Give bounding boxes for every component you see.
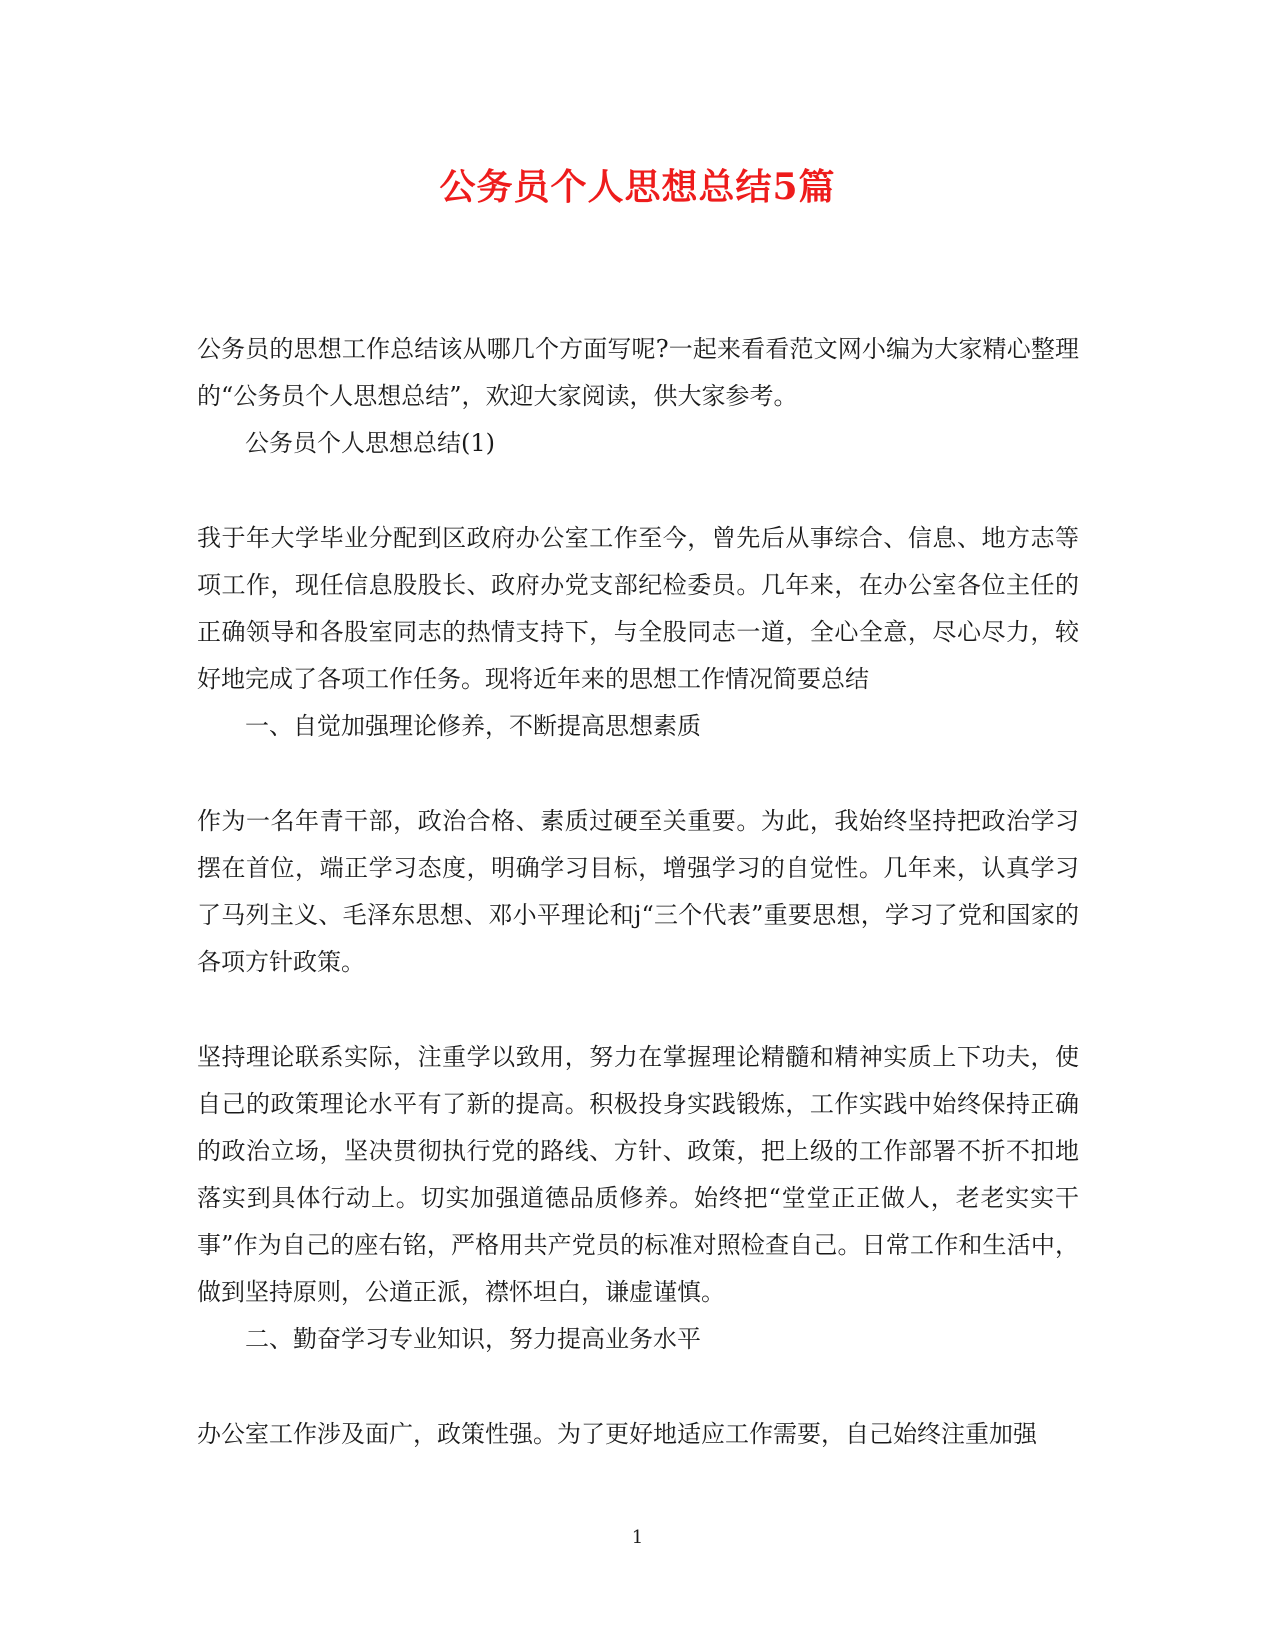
document-title: 公务员个人思想总结5篇	[439, 166, 836, 208]
subheading-2: 二、勤奋学习专业知识，努力提高业务水平	[245, 1325, 701, 1353]
page-number: 1	[631, 1527, 644, 1548]
body-paragraph: 作为一名年青干部，政治合格、素质过硬至关重要。为此，我始终坚持把政治学习摆在首位，端正学习态度，明确学习目标，增强学习的自觉性。几年来，认真学习了马列主义、毛泽东思想、邓小平理论和j“三个代表”重要思想，学习了党和国家的各项方针政策。	[197, 807, 1079, 976]
body-paragraph: 坚持理论联系实际，注重学以致用，努力在掌握理论精髓和精神实质上下功夫，使自己的政策理论水平有了新的提高。积极投身实践锻炼，工作实践中始终保持正确的政治立场，坚决贯彻执行党的路线、方针、政策，把上级的工作部署不折不扣地落实到具体行动上。切实加强道德品质修养。始终把“堂堂正正做人，老老实实干事”作为自己的座右铭，严格用共产党员的标准对照检查自己。日常工作和生活中，做到坚持原则，公道正派，襟怀坦白，谦虚谨慎。	[197, 1043, 1079, 1306]
intro-paragraph: 公务员的思想工作总结该从哪几个方面写呢?一起来看看范文网小编为大家精心整理的“公务员个人思想总结”，欢迎大家阅读，供大家参考。	[197, 335, 1079, 410]
body-paragraph: 办公室工作涉及面广，政策性强。为了更好地适应工作需要，自己始终注重加强	[197, 1420, 1037, 1448]
subheading-1: 一、自觉加强理论修养，不断提高思想素质	[245, 712, 701, 740]
body-paragraph: 我于年大学毕业分配到区政府办公室工作至今，曾先后从事综合、信息、地方志等项工作，现任信息股股长、政府办党支部纪检委员。几年来，在办公室各位主任的正确领导和各股室同志的热情支持下，与全股同志一道，全心全意，尽心尽力，较好地完成了各项工作任务。现将近年来的思想工作情况简要总结	[197, 524, 1079, 693]
section-heading-1: 公务员个人思想总结(1)	[245, 429, 495, 457]
document-body	[197, 326, 1079, 1458]
